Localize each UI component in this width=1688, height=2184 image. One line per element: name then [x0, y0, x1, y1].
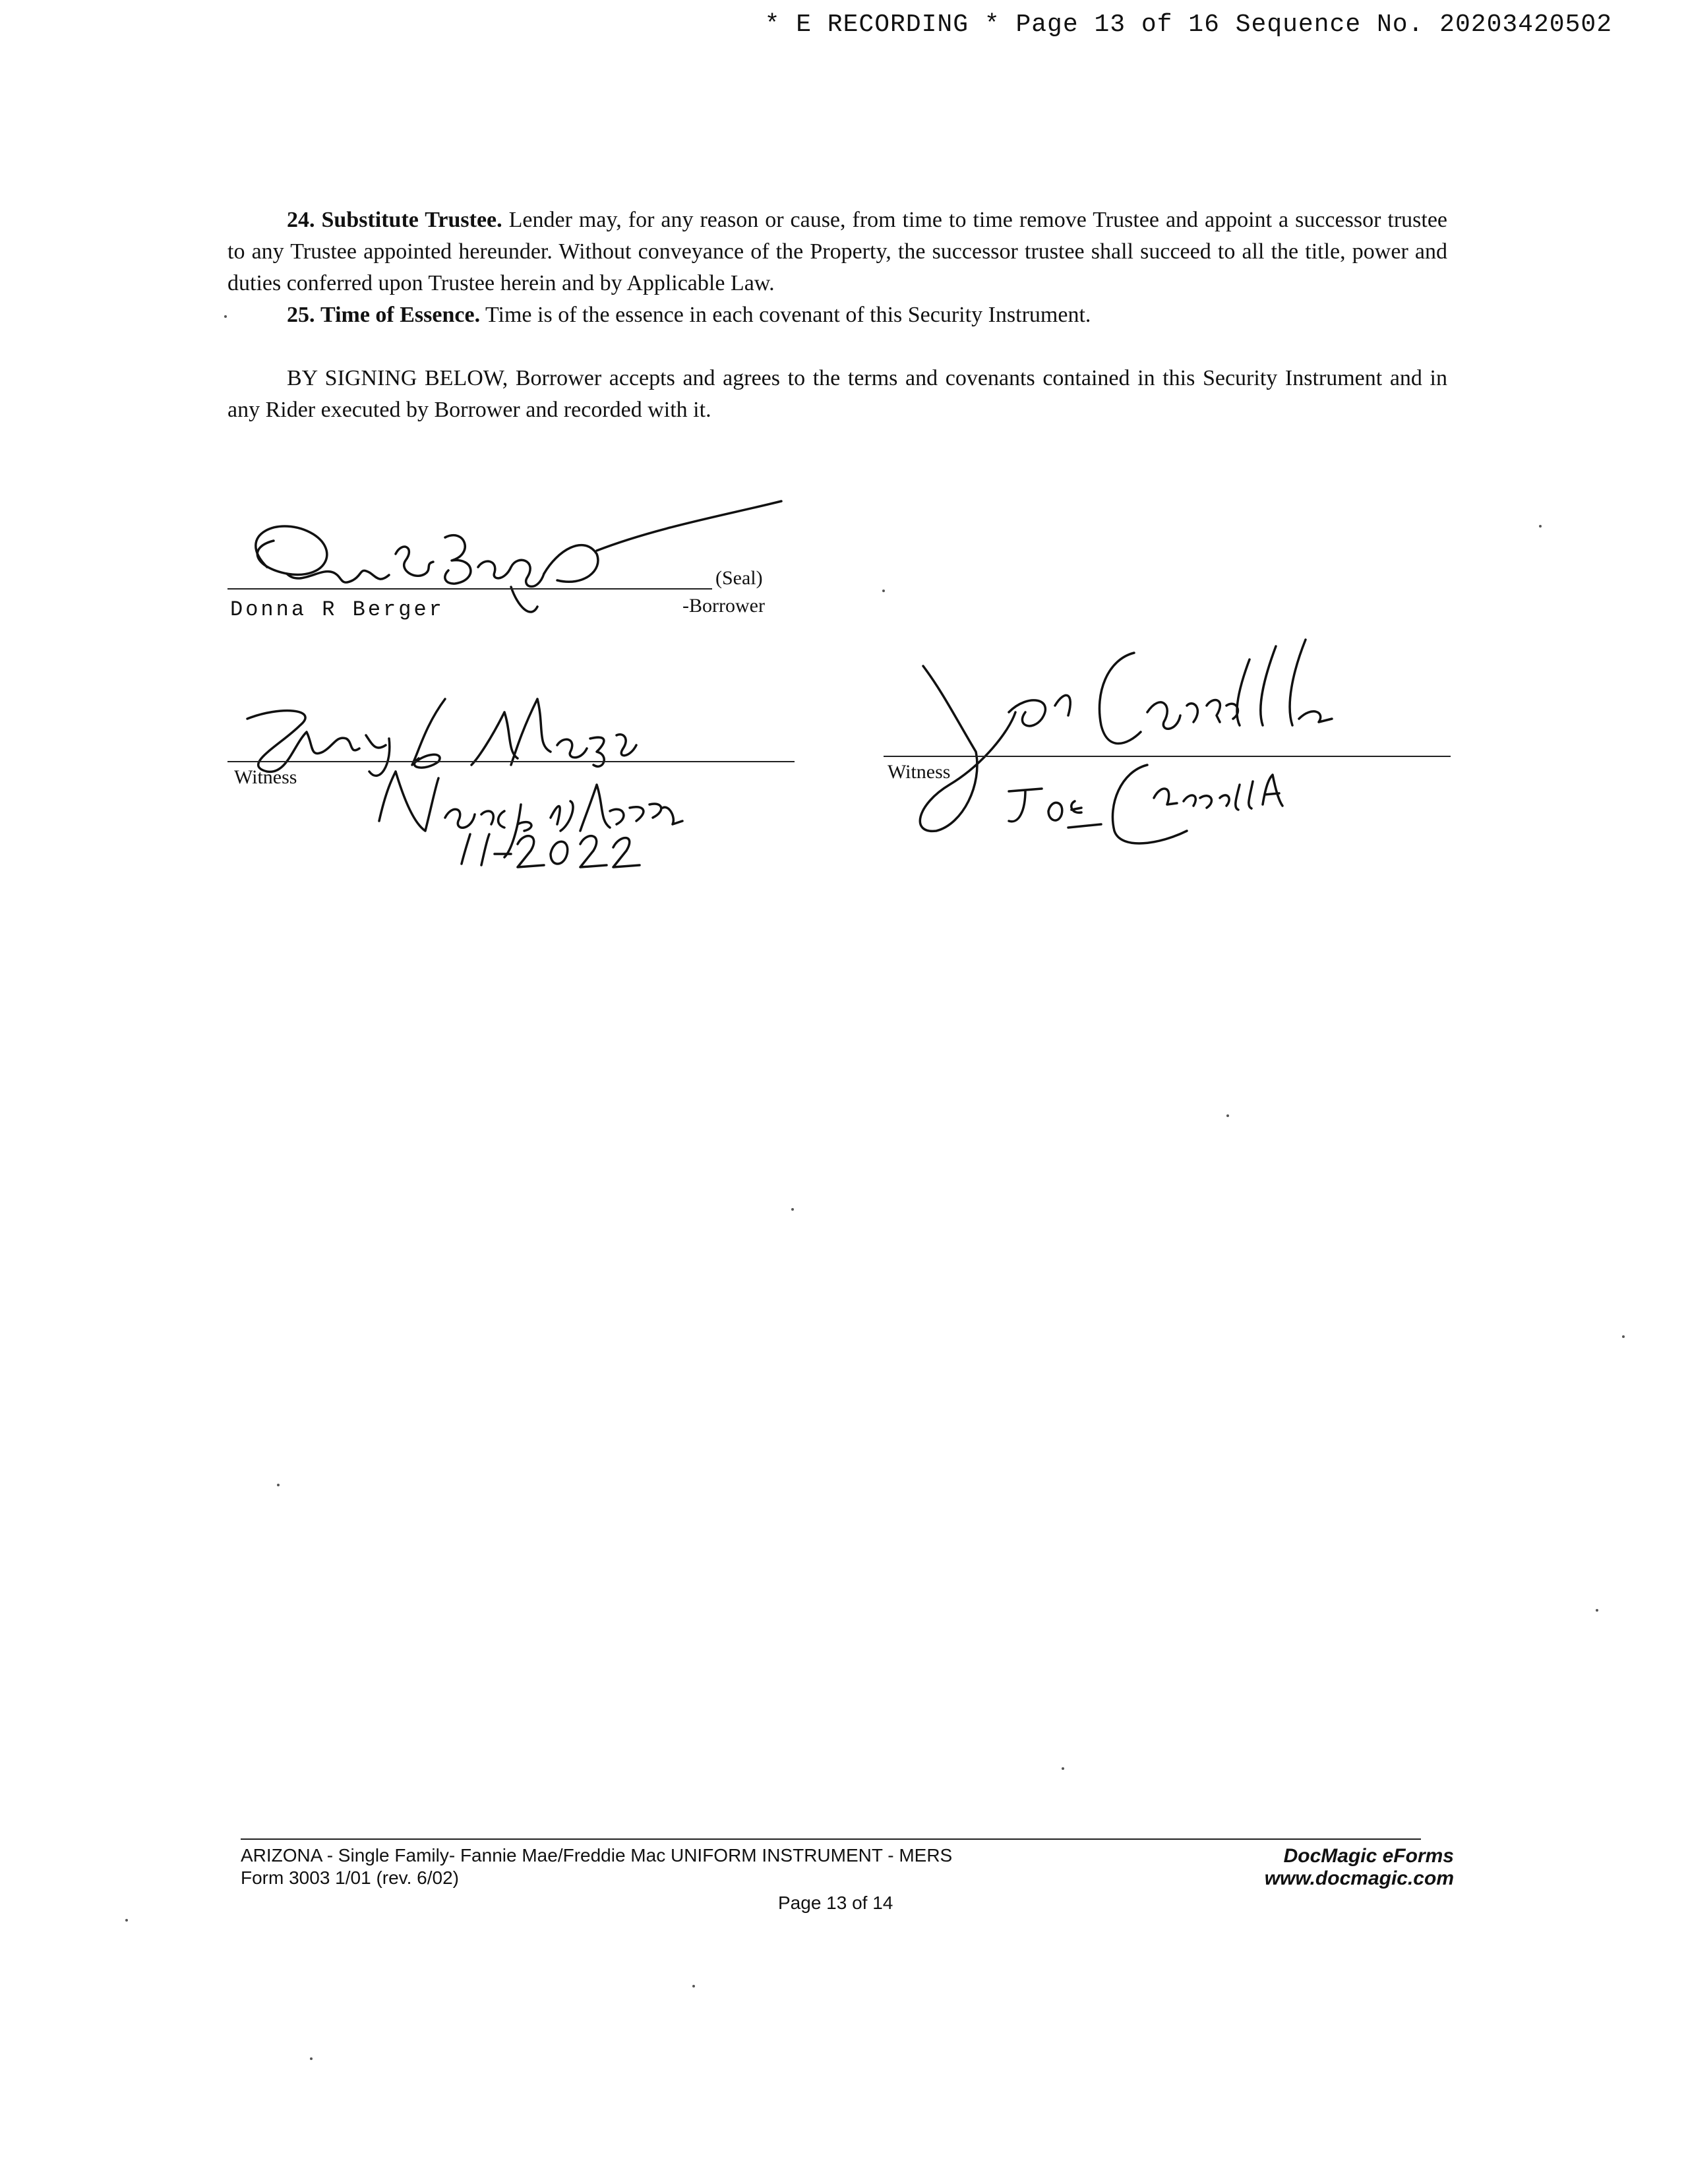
footer-rule	[241, 1838, 1421, 1840]
section-24-number: 24.	[287, 208, 315, 232]
footer-website: www.docmagic.com	[1264, 1867, 1454, 1889]
borrower-signature-block	[227, 488, 795, 640]
scan-speck	[1226, 1114, 1229, 1117]
signing-statement-text: BY SIGNING BELOW, Borrower accepts and agrees to the terms and covenants contained in this Security Instrument and in any Rider executed by Borrower and recorded with it.	[227, 366, 1447, 422]
witness-2-label: Witness	[888, 761, 951, 783]
witness-2-block	[884, 633, 1464, 870]
borrower-typed-name: Donna R Berger	[230, 597, 444, 622]
section-25	[227, 299, 1447, 331]
witness-1-signature	[227, 673, 821, 890]
scan-speck	[1622, 1335, 1625, 1338]
scan-speck	[1539, 525, 1542, 528]
witness-2-signature-line	[884, 756, 1451, 757]
signing-statement	[227, 363, 1447, 426]
witness-1-signature-line	[227, 761, 795, 762]
scan-speck	[882, 590, 885, 592]
footer-brand: DocMagic eForms	[1283, 1845, 1454, 1867]
borrower-signature-line	[227, 588, 712, 590]
footer-page-label: Page 13 of 14	[778, 1893, 893, 1913]
footer-form-title: ARIZONA - Single Family- Fannie Mae/Freddie Mac UNIFORM INSTRUMENT - MERS	[241, 1845, 953, 1866]
scan-speck	[277, 1484, 280, 1486]
witness-1-block	[227, 673, 821, 890]
footer-form-number: Form 3003 1/01 (rev. 6/02)	[241, 1867, 459, 1888]
scan-speck	[1596, 1609, 1598, 1612]
section-25-title: Time of Essence.	[320, 303, 481, 327]
section-25-number: 25.	[287, 303, 315, 327]
scan-speck	[692, 1985, 695, 1987]
section-24-text: Lender may, for any reason or cause, from time to time remove Trustee and appoint a successor trustee to any Trustee appointed hereunder. Without conveyance of the Property, the successor trustee shall succeed to all the title, power and duties conferred upon Trustee herein and by Applicable Law.	[227, 208, 1448, 295]
scan-speck	[310, 2057, 313, 2060]
scan-speck	[125, 1919, 128, 1922]
scan-speck	[1062, 1767, 1064, 1770]
witness-1-label: Witness	[234, 766, 297, 788]
scan-speck	[791, 1208, 794, 1211]
section-24-title: Substitute Trustee.	[321, 208, 502, 232]
seal-label: (Seal)	[715, 567, 763, 589]
section-25-text: Time is of the essence in each covenant of this Security Instrument.	[485, 303, 1091, 327]
borrower-role-label: -Borrower	[682, 595, 765, 617]
recording-stamp: * E RECORDING * Page 13 of 16 Sequence No. 20203420502	[764, 11, 1612, 39]
section-24	[227, 204, 1447, 299]
witness-2-signature	[884, 633, 1464, 870]
scan-speck	[224, 315, 227, 318]
